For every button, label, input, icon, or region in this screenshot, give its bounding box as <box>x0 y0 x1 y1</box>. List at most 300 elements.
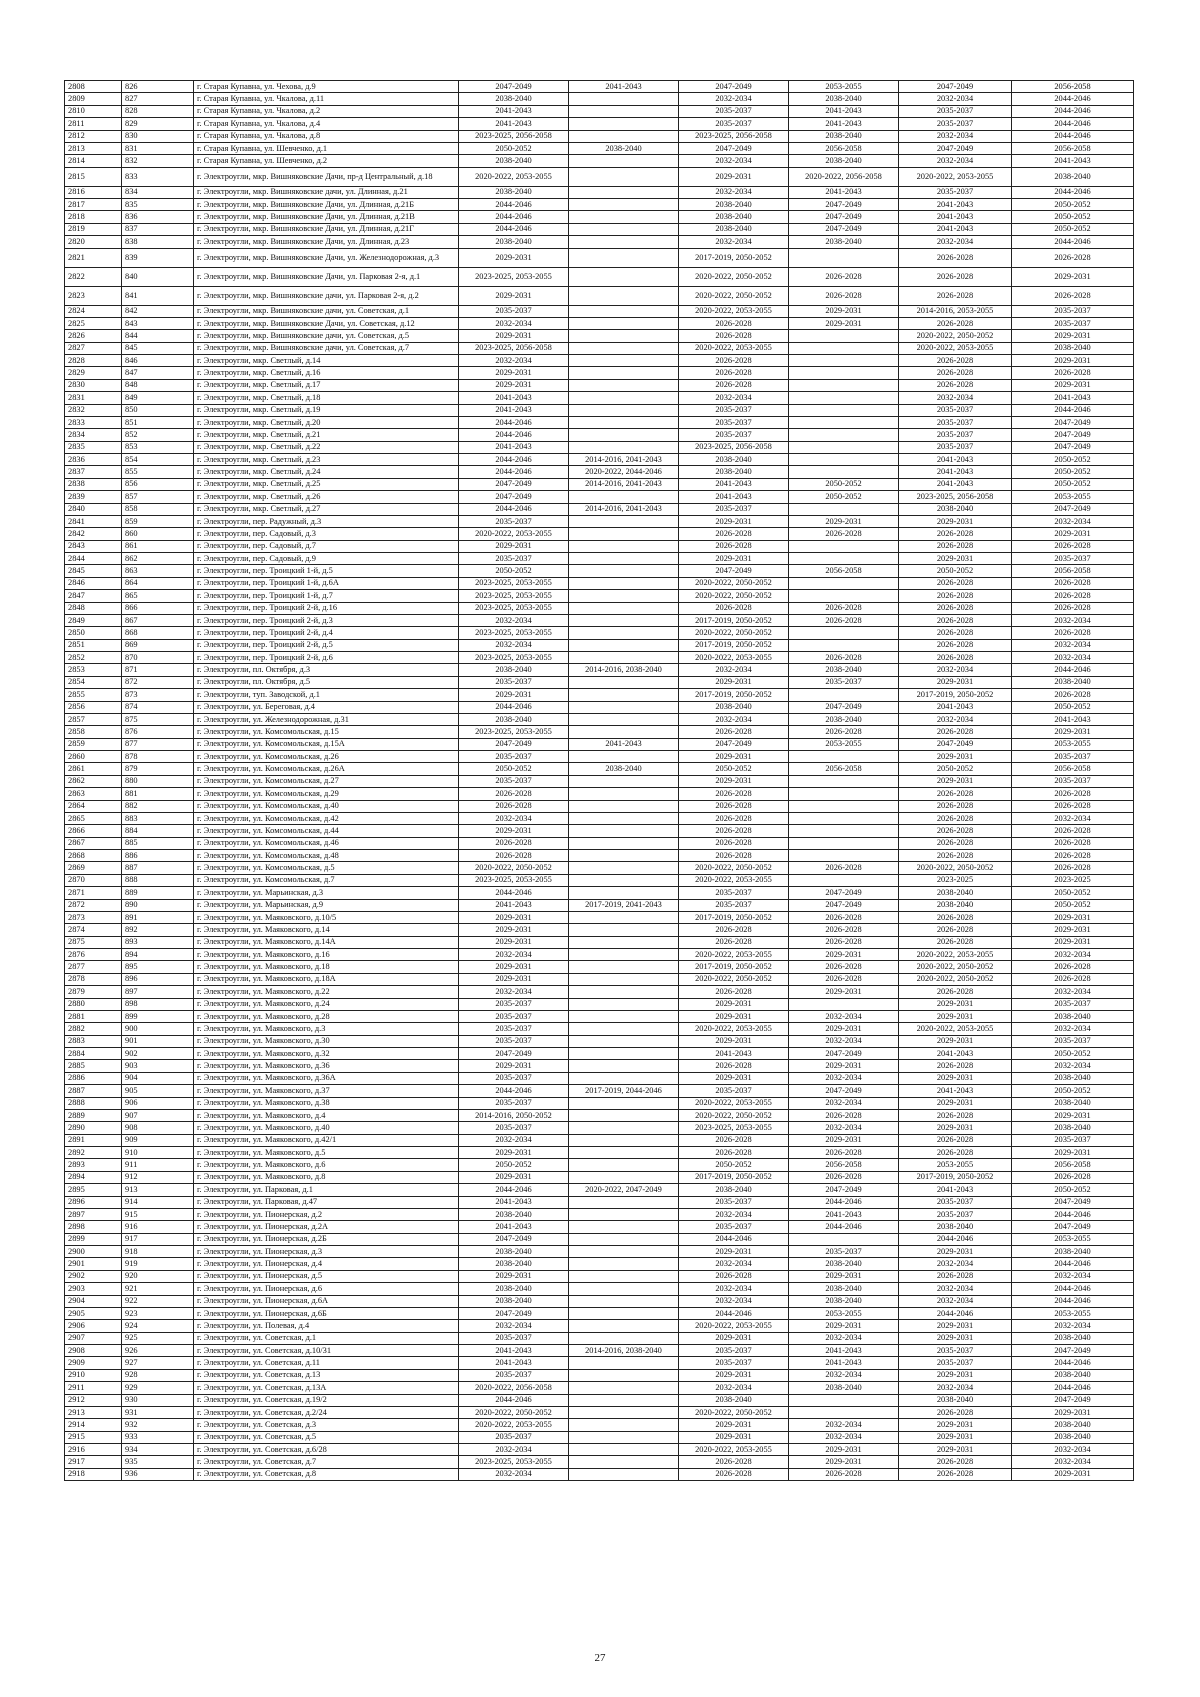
address-cell: г. Электроугли, ул. Комсомольская, д.26А <box>194 763 459 775</box>
period-cell-4: 2029-2031 <box>789 515 899 527</box>
period-cell-3: 2020-2022, 2053-2055 <box>679 1320 789 1332</box>
row-number-cell: 2897 <box>65 1208 122 1220</box>
period-cell-2 <box>569 924 679 936</box>
period-cell-4: 2026-2028 <box>789 973 899 985</box>
period-cell-5: 2032-2034 <box>899 713 1012 725</box>
address-cell: г. Электроугли, ул. Маяковского, д.6 <box>194 1159 459 1171</box>
period-cell-3: 2017-2019, 2050-2052 <box>679 248 789 267</box>
object-number-cell: 919 <box>122 1258 194 1270</box>
address-cell: г. Электроугли, мкр. Светлый, д.18 <box>194 392 459 404</box>
table-row <box>65 454 1134 466</box>
period-cell-6: 2032-2034 <box>1012 949 1134 961</box>
period-cell-1: 2020-2022, 2050-2052 <box>459 862 569 874</box>
period-cell-1: 2029-2031 <box>459 911 569 923</box>
table-row <box>65 1283 1134 1295</box>
address-cell: г. Электроугли, ул. Советская, д.19/2 <box>194 1394 459 1406</box>
period-cell-3: 2044-2046 <box>679 1233 789 1245</box>
period-cell-3: 2035-2037 <box>679 118 789 130</box>
period-cell-5: 2026-2028 <box>899 1270 1012 1282</box>
period-cell-4: 2029-2031 <box>789 1060 899 1072</box>
period-cell-4: 2047-2049 <box>789 887 899 899</box>
period-cell-5: 2041-2043 <box>899 701 1012 713</box>
period-cell-5: 2029-2031 <box>899 1122 1012 1134</box>
period-cell-3: 2026-2028 <box>679 1270 789 1282</box>
period-cell-5: 2029-2031 <box>899 1072 1012 1084</box>
period-cell-6: 2026-2028 <box>1012 837 1134 849</box>
table-row <box>65 223 1134 235</box>
period-cell-1: 2026-2028 <box>459 850 569 862</box>
row-number-cell: 2905 <box>65 1307 122 1319</box>
period-cell-4: 2026-2028 <box>789 936 899 948</box>
period-cell-6: 2029-2031 <box>1012 379 1134 391</box>
period-cell-5: 2032-2034 <box>899 1258 1012 1270</box>
period-cell-2 <box>569 118 679 130</box>
row-number-cell: 2895 <box>65 1184 122 1196</box>
address-cell: г. Электроугли, ул. Маяковского, д.30 <box>194 1035 459 1047</box>
period-cell-3: 2026-2028 <box>679 317 789 329</box>
period-cell-3: 2026-2028 <box>679 1468 789 1480</box>
period-cell-3: 2032-2034 <box>679 1258 789 1270</box>
object-number-cell: 915 <box>122 1208 194 1220</box>
period-cell-6: 2029-2031 <box>1012 924 1134 936</box>
period-cell-2 <box>569 775 679 787</box>
period-cell-4 <box>789 825 899 837</box>
table-row <box>65 515 1134 527</box>
table-row <box>65 726 1134 738</box>
object-number-cell: 866 <box>122 602 194 614</box>
period-cell-4: 2035-2037 <box>789 676 899 688</box>
address-cell: г. Старая Купавна, ул. Шевченко, д.1 <box>194 142 459 154</box>
address-cell: г. Электроугли, ул. Маяковского, д.22 <box>194 986 459 998</box>
period-cell-6: 2047-2049 <box>1012 1221 1134 1233</box>
period-cell-6: 2056-2058 <box>1012 1159 1134 1171</box>
period-cell-4 <box>789 466 899 478</box>
address-cell: г. Электроугли, мкр. Светлый, д.20 <box>194 416 459 428</box>
address-cell: г. Электроугли, мкр. Светлый, д.16 <box>194 367 459 379</box>
object-number-cell: 912 <box>122 1171 194 1183</box>
table-row <box>65 763 1134 775</box>
table-row <box>65 503 1134 515</box>
period-cell-2 <box>569 701 679 713</box>
period-cell-4: 2050-2052 <box>789 491 899 503</box>
period-cell-6: 2026-2028 <box>1012 850 1134 862</box>
period-cell-4 <box>789 454 899 466</box>
period-cell-6: 2026-2028 <box>1012 627 1134 639</box>
table-row <box>65 1097 1134 1109</box>
period-cell-3: 2020-2022, 2053-2055 <box>679 1097 789 1109</box>
row-number-cell: 2886 <box>65 1072 122 1084</box>
period-cell-4: 2038-2040 <box>789 664 899 676</box>
object-number-cell: 908 <box>122 1122 194 1134</box>
object-number-cell: 842 <box>122 305 194 317</box>
period-cell-5: 2041-2043 <box>899 223 1012 235</box>
table-row <box>65 186 1134 198</box>
row-number-cell: 2915 <box>65 1431 122 1443</box>
period-cell-6: 2044-2046 <box>1012 1258 1134 1270</box>
row-number-cell: 2861 <box>65 763 122 775</box>
table-row <box>65 330 1134 342</box>
period-cell-3: 2038-2040 <box>679 1184 789 1196</box>
period-cell-5: 2047-2049 <box>899 81 1012 93</box>
period-cell-4: 2020-2022, 2056-2058 <box>789 167 899 186</box>
row-number-cell: 2891 <box>65 1134 122 1146</box>
row-number-cell: 2838 <box>65 478 122 490</box>
table-row <box>65 614 1134 626</box>
row-number-cell: 2911 <box>65 1382 122 1394</box>
table-row <box>65 199 1134 211</box>
period-cell-2 <box>569 577 679 589</box>
period-cell-6: 2026-2028 <box>1012 602 1134 614</box>
period-cell-2 <box>569 1444 679 1456</box>
period-cell-4: 2047-2049 <box>789 1184 899 1196</box>
period-cell-4: 2047-2049 <box>789 1085 899 1097</box>
period-cell-5: 2044-2046 <box>899 1233 1012 1245</box>
period-cell-3: 2026-2028 <box>679 602 789 614</box>
period-cell-5: 2020-2022, 2053-2055 <box>899 167 1012 186</box>
period-cell-2: 2014-2016, 2041-2043 <box>569 454 679 466</box>
row-number-cell: 2890 <box>65 1122 122 1134</box>
table-row <box>65 1406 1134 1418</box>
period-cell-4 <box>789 812 899 824</box>
period-cell-3: 2023-2025, 2056-2058 <box>679 441 789 453</box>
table-row <box>65 379 1134 391</box>
object-number-cell: 932 <box>122 1419 194 1431</box>
period-cell-1: 2047-2049 <box>459 738 569 750</box>
object-number-cell: 894 <box>122 949 194 961</box>
period-cell-6: 2053-2055 <box>1012 738 1134 750</box>
period-cell-6: 2047-2049 <box>1012 1196 1134 1208</box>
object-number-cell: 921 <box>122 1283 194 1295</box>
row-number-cell: 2857 <box>65 713 122 725</box>
address-cell: г. Старая Купавна, ул. Чкалова, д.11 <box>194 93 459 105</box>
row-number-cell: 2860 <box>65 751 122 763</box>
period-cell-4: 2026-2028 <box>789 961 899 973</box>
object-number-cell: 923 <box>122 1307 194 1319</box>
period-cell-2 <box>569 1072 679 1084</box>
address-cell: г. Электроугли, пер. Радужный, д.3 <box>194 515 459 527</box>
period-cell-3: 2035-2037 <box>679 887 789 899</box>
period-cell-1: 2050-2052 <box>459 763 569 775</box>
period-cell-3: 2023-2025, 2053-2055 <box>679 1122 789 1134</box>
object-number-cell: 922 <box>122 1295 194 1307</box>
address-cell: г. Электроугли, ул. Маяковского, д.4 <box>194 1109 459 1121</box>
period-cell-5: 2035-2037 <box>899 186 1012 198</box>
period-cell-2 <box>569 1246 679 1258</box>
row-number-cell: 2866 <box>65 825 122 837</box>
period-cell-2 <box>569 528 679 540</box>
object-number-cell: 851 <box>122 416 194 428</box>
period-cell-1: 2041-2043 <box>459 1345 569 1357</box>
table-row <box>65 590 1134 602</box>
period-cell-5: 2020-2022, 2053-2055 <box>899 342 1012 354</box>
table-row <box>65 1159 1134 1171</box>
period-cell-2 <box>569 565 679 577</box>
period-cell-6: 2032-2034 <box>1012 1456 1134 1468</box>
table-row <box>65 1419 1134 1431</box>
period-cell-3: 2026-2028 <box>679 924 789 936</box>
table-row <box>65 961 1134 973</box>
period-cell-2 <box>569 1468 679 1480</box>
period-cell-6: 2026-2028 <box>1012 367 1134 379</box>
address-cell: г. Электроугли, ул. Маяковского, д.24 <box>194 998 459 1010</box>
object-number-cell: 873 <box>122 689 194 701</box>
period-cell-3: 2026-2028 <box>679 726 789 738</box>
period-cell-1: 2035-2037 <box>459 305 569 317</box>
period-cell-3: 2047-2049 <box>679 565 789 577</box>
period-cell-1: 2038-2040 <box>459 1208 569 1220</box>
table-row <box>65 664 1134 676</box>
period-cell-4 <box>789 355 899 367</box>
address-cell: г. Старая Купавна, ул. Шевченко, д.2 <box>194 155 459 167</box>
table-row <box>65 1246 1134 1258</box>
period-cell-6: 2050-2052 <box>1012 223 1134 235</box>
address-cell: г. Электроугли, мкр. Вишняковские дачи, ул. Длинная, д.21 <box>194 186 459 198</box>
table-row <box>65 1431 1134 1443</box>
period-cell-6: 2029-2031 <box>1012 1468 1134 1480</box>
period-cell-5: 2038-2040 <box>899 899 1012 911</box>
table-row <box>65 911 1134 923</box>
object-number-cell: 835 <box>122 199 194 211</box>
period-cell-3: 2026-2028 <box>679 528 789 540</box>
period-cell-5: 2035-2037 <box>899 416 1012 428</box>
period-cell-2 <box>569 441 679 453</box>
period-cell-3: 2038-2040 <box>679 454 789 466</box>
period-cell-1: 2041-2043 <box>459 1221 569 1233</box>
object-number-cell: 903 <box>122 1060 194 1072</box>
period-cell-3: 2041-2043 <box>679 1048 789 1060</box>
row-number-cell: 2853 <box>65 664 122 676</box>
table-row <box>65 466 1134 478</box>
period-cell-2 <box>569 367 679 379</box>
object-number-cell: 859 <box>122 515 194 527</box>
period-cell-1: 2047-2049 <box>459 1233 569 1245</box>
row-number-cell: 2901 <box>65 1258 122 1270</box>
period-cell-6: 2026-2028 <box>1012 577 1134 589</box>
object-number-cell: 844 <box>122 330 194 342</box>
table-row <box>65 1233 1134 1245</box>
table-row <box>65 1085 1134 1097</box>
period-cell-4: 2038-2040 <box>789 93 899 105</box>
period-cell-4 <box>789 627 899 639</box>
row-number-cell: 2820 <box>65 236 122 248</box>
table-row <box>65 93 1134 105</box>
period-cell-3: 2026-2028 <box>679 355 789 367</box>
period-cell-3: 2026-2028 <box>679 837 789 849</box>
object-number-cell: 879 <box>122 763 194 775</box>
period-cell-4: 2029-2031 <box>789 305 899 317</box>
period-cell-1: 2032-2034 <box>459 1320 569 1332</box>
period-cell-2 <box>569 1419 679 1431</box>
period-cell-2 <box>569 1208 679 1220</box>
period-cell-2 <box>569 800 679 812</box>
table-row <box>65 1357 1134 1369</box>
period-cell-1: 2029-2031 <box>459 248 569 267</box>
period-cell-2 <box>569 236 679 248</box>
row-number-cell: 2893 <box>65 1159 122 1171</box>
period-cell-3: 2047-2049 <box>679 142 789 154</box>
period-cell-3: 2020-2022, 2050-2052 <box>679 577 789 589</box>
object-number-cell: 896 <box>122 973 194 985</box>
period-cell-6: 2023-2025 <box>1012 874 1134 886</box>
period-cell-1: 2035-2037 <box>459 1035 569 1047</box>
row-number-cell: 2871 <box>65 887 122 899</box>
period-cell-2 <box>569 515 679 527</box>
period-cell-5: 2029-2031 <box>899 1332 1012 1344</box>
period-cell-3: 2029-2031 <box>679 1332 789 1344</box>
period-cell-1: 2029-2031 <box>459 961 569 973</box>
period-cell-4: 2044-2046 <box>789 1221 899 1233</box>
period-cell-3: 2026-2028 <box>679 367 789 379</box>
table-row <box>65 305 1134 317</box>
address-cell: г. Электроугли, ул. Пионерская, д.6Б <box>194 1307 459 1319</box>
period-cell-4: 2026-2028 <box>789 1171 899 1183</box>
table-row <box>65 236 1134 248</box>
period-cell-2 <box>569 1023 679 1035</box>
table-row <box>65 81 1134 93</box>
period-cell-1: 2038-2040 <box>459 713 569 725</box>
period-cell-4: 2053-2055 <box>789 81 899 93</box>
object-number-cell: 880 <box>122 775 194 787</box>
period-cell-1: 2035-2037 <box>459 751 569 763</box>
row-number-cell: 2827 <box>65 342 122 354</box>
period-cell-4: 2032-2034 <box>789 1097 899 1109</box>
object-number-cell: 870 <box>122 652 194 664</box>
address-cell: г. Электроугли, мкр. Вишняковские Дачи, ул. Железнодорожная, д.3 <box>194 248 459 267</box>
period-cell-6: 2050-2052 <box>1012 466 1134 478</box>
period-cell-5: 2026-2028 <box>899 614 1012 626</box>
period-cell-1: 2035-2037 <box>459 1431 569 1443</box>
object-number-cell: 933 <box>122 1431 194 1443</box>
period-cell-6: 2038-2040 <box>1012 1122 1134 1134</box>
address-cell: г. Электроугли, ул. Комсомольская, д.29 <box>194 788 459 800</box>
row-number-cell: 2892 <box>65 1147 122 1159</box>
period-cell-2 <box>569 936 679 948</box>
period-cell-1: 2038-2040 <box>459 155 569 167</box>
table-row <box>65 800 1134 812</box>
object-number-cell: 855 <box>122 466 194 478</box>
period-cell-3: 2035-2037 <box>679 1345 789 1357</box>
object-number-cell: 920 <box>122 1270 194 1282</box>
period-cell-5: 2026-2028 <box>899 577 1012 589</box>
table-row <box>65 342 1134 354</box>
period-cell-4: 2026-2028 <box>789 726 899 738</box>
period-cell-4: 2056-2058 <box>789 763 899 775</box>
period-cell-2 <box>569 639 679 651</box>
period-cell-3: 2035-2037 <box>679 503 789 515</box>
period-cell-4 <box>789 367 899 379</box>
period-cell-4: 2047-2049 <box>789 223 899 235</box>
period-cell-1: 2023-2025, 2053-2055 <box>459 577 569 589</box>
table-row <box>65 211 1134 223</box>
address-cell: г. Электроугли, ул. Марьинская, д.9 <box>194 899 459 911</box>
object-number-cell: 900 <box>122 1023 194 1035</box>
period-cell-2 <box>569 1221 679 1233</box>
object-number-cell: 891 <box>122 911 194 923</box>
object-number-cell: 924 <box>122 1320 194 1332</box>
period-cell-1: 2050-2052 <box>459 142 569 154</box>
period-cell-1: 2029-2031 <box>459 540 569 552</box>
period-cell-1: 2026-2028 <box>459 837 569 849</box>
period-cell-2 <box>569 429 679 441</box>
period-cell-2 <box>569 379 679 391</box>
period-cell-1: 2041-2043 <box>459 899 569 911</box>
period-cell-6: 2035-2037 <box>1012 751 1134 763</box>
period-cell-2 <box>569 342 679 354</box>
period-cell-3: 2038-2040 <box>679 701 789 713</box>
object-number-cell: 863 <box>122 565 194 577</box>
object-number-cell: 897 <box>122 986 194 998</box>
period-cell-6: 2029-2031 <box>1012 528 1134 540</box>
row-number-cell: 2840 <box>65 503 122 515</box>
period-cell-6: 2038-2040 <box>1012 1246 1134 1258</box>
object-number-cell: 872 <box>122 676 194 688</box>
table-row <box>65 429 1134 441</box>
period-cell-6: 2032-2034 <box>1012 1060 1134 1072</box>
period-cell-4: 2029-2031 <box>789 986 899 998</box>
period-cell-6: 2047-2049 <box>1012 441 1134 453</box>
period-cell-5: 2026-2028 <box>899 267 1012 286</box>
table-row <box>65 540 1134 552</box>
table-row <box>65 1221 1134 1233</box>
period-cell-2 <box>569 1122 679 1134</box>
period-cell-6: 2035-2037 <box>1012 1035 1134 1047</box>
address-cell: г. Электроугли, мкр. Светлый, д.14 <box>194 355 459 367</box>
period-cell-1: 2035-2037 <box>459 676 569 688</box>
period-cell-4: 2026-2028 <box>789 614 899 626</box>
row-number-cell: 2879 <box>65 986 122 998</box>
period-cell-5: 2026-2028 <box>899 540 1012 552</box>
period-cell-4: 2032-2034 <box>789 1072 899 1084</box>
address-cell: г. Электроугли, ул. Пионерская, д.2 <box>194 1208 459 1220</box>
table-row <box>65 1023 1134 1035</box>
object-number-cell: 834 <box>122 186 194 198</box>
period-cell-1: 2023-2025, 2053-2055 <box>459 267 569 286</box>
period-cell-6: 2047-2049 <box>1012 1345 1134 1357</box>
address-cell: г. Электроугли, ул. Комсомольская, д.15 <box>194 726 459 738</box>
table-row <box>65 812 1134 824</box>
object-number-cell: 905 <box>122 1085 194 1097</box>
period-cell-5: 2029-2031 <box>899 998 1012 1010</box>
period-cell-6: 2035-2037 <box>1012 317 1134 329</box>
period-cell-4 <box>789 639 899 651</box>
period-cell-5: 2029-2031 <box>899 1097 1012 1109</box>
period-cell-2 <box>569 1283 679 1295</box>
period-cell-6: 2050-2052 <box>1012 701 1134 713</box>
address-cell: г. Электроугли, ул. Маяковского, д.10/5 <box>194 911 459 923</box>
period-cell-3: 2032-2034 <box>679 186 789 198</box>
row-number-cell: 2870 <box>65 874 122 886</box>
period-cell-2 <box>569 1233 679 1245</box>
address-cell: г. Электроугли, ул. Маяковского, д.38 <box>194 1097 459 1109</box>
table-row <box>65 850 1134 862</box>
address-cell: г. Электроугли, ул. Железнодорожная, д.31 <box>194 713 459 725</box>
table-row <box>65 167 1134 186</box>
object-number-cell: 836 <box>122 211 194 223</box>
table-row <box>65 639 1134 651</box>
period-cell-6: 2041-2043 <box>1012 155 1134 167</box>
period-cell-4 <box>789 330 899 342</box>
row-number-cell: 2896 <box>65 1196 122 1208</box>
period-cell-1: 2032-2034 <box>459 639 569 651</box>
period-cell-3: 2035-2037 <box>679 429 789 441</box>
period-cell-1: 2020-2022, 2050-2052 <box>459 1406 569 1418</box>
table-row <box>65 1382 1134 1394</box>
row-number-cell: 2812 <box>65 130 122 142</box>
object-number-cell: 885 <box>122 837 194 849</box>
row-number-cell: 2819 <box>65 223 122 235</box>
period-cell-6: 2029-2031 <box>1012 355 1134 367</box>
object-number-cell: 839 <box>122 248 194 267</box>
